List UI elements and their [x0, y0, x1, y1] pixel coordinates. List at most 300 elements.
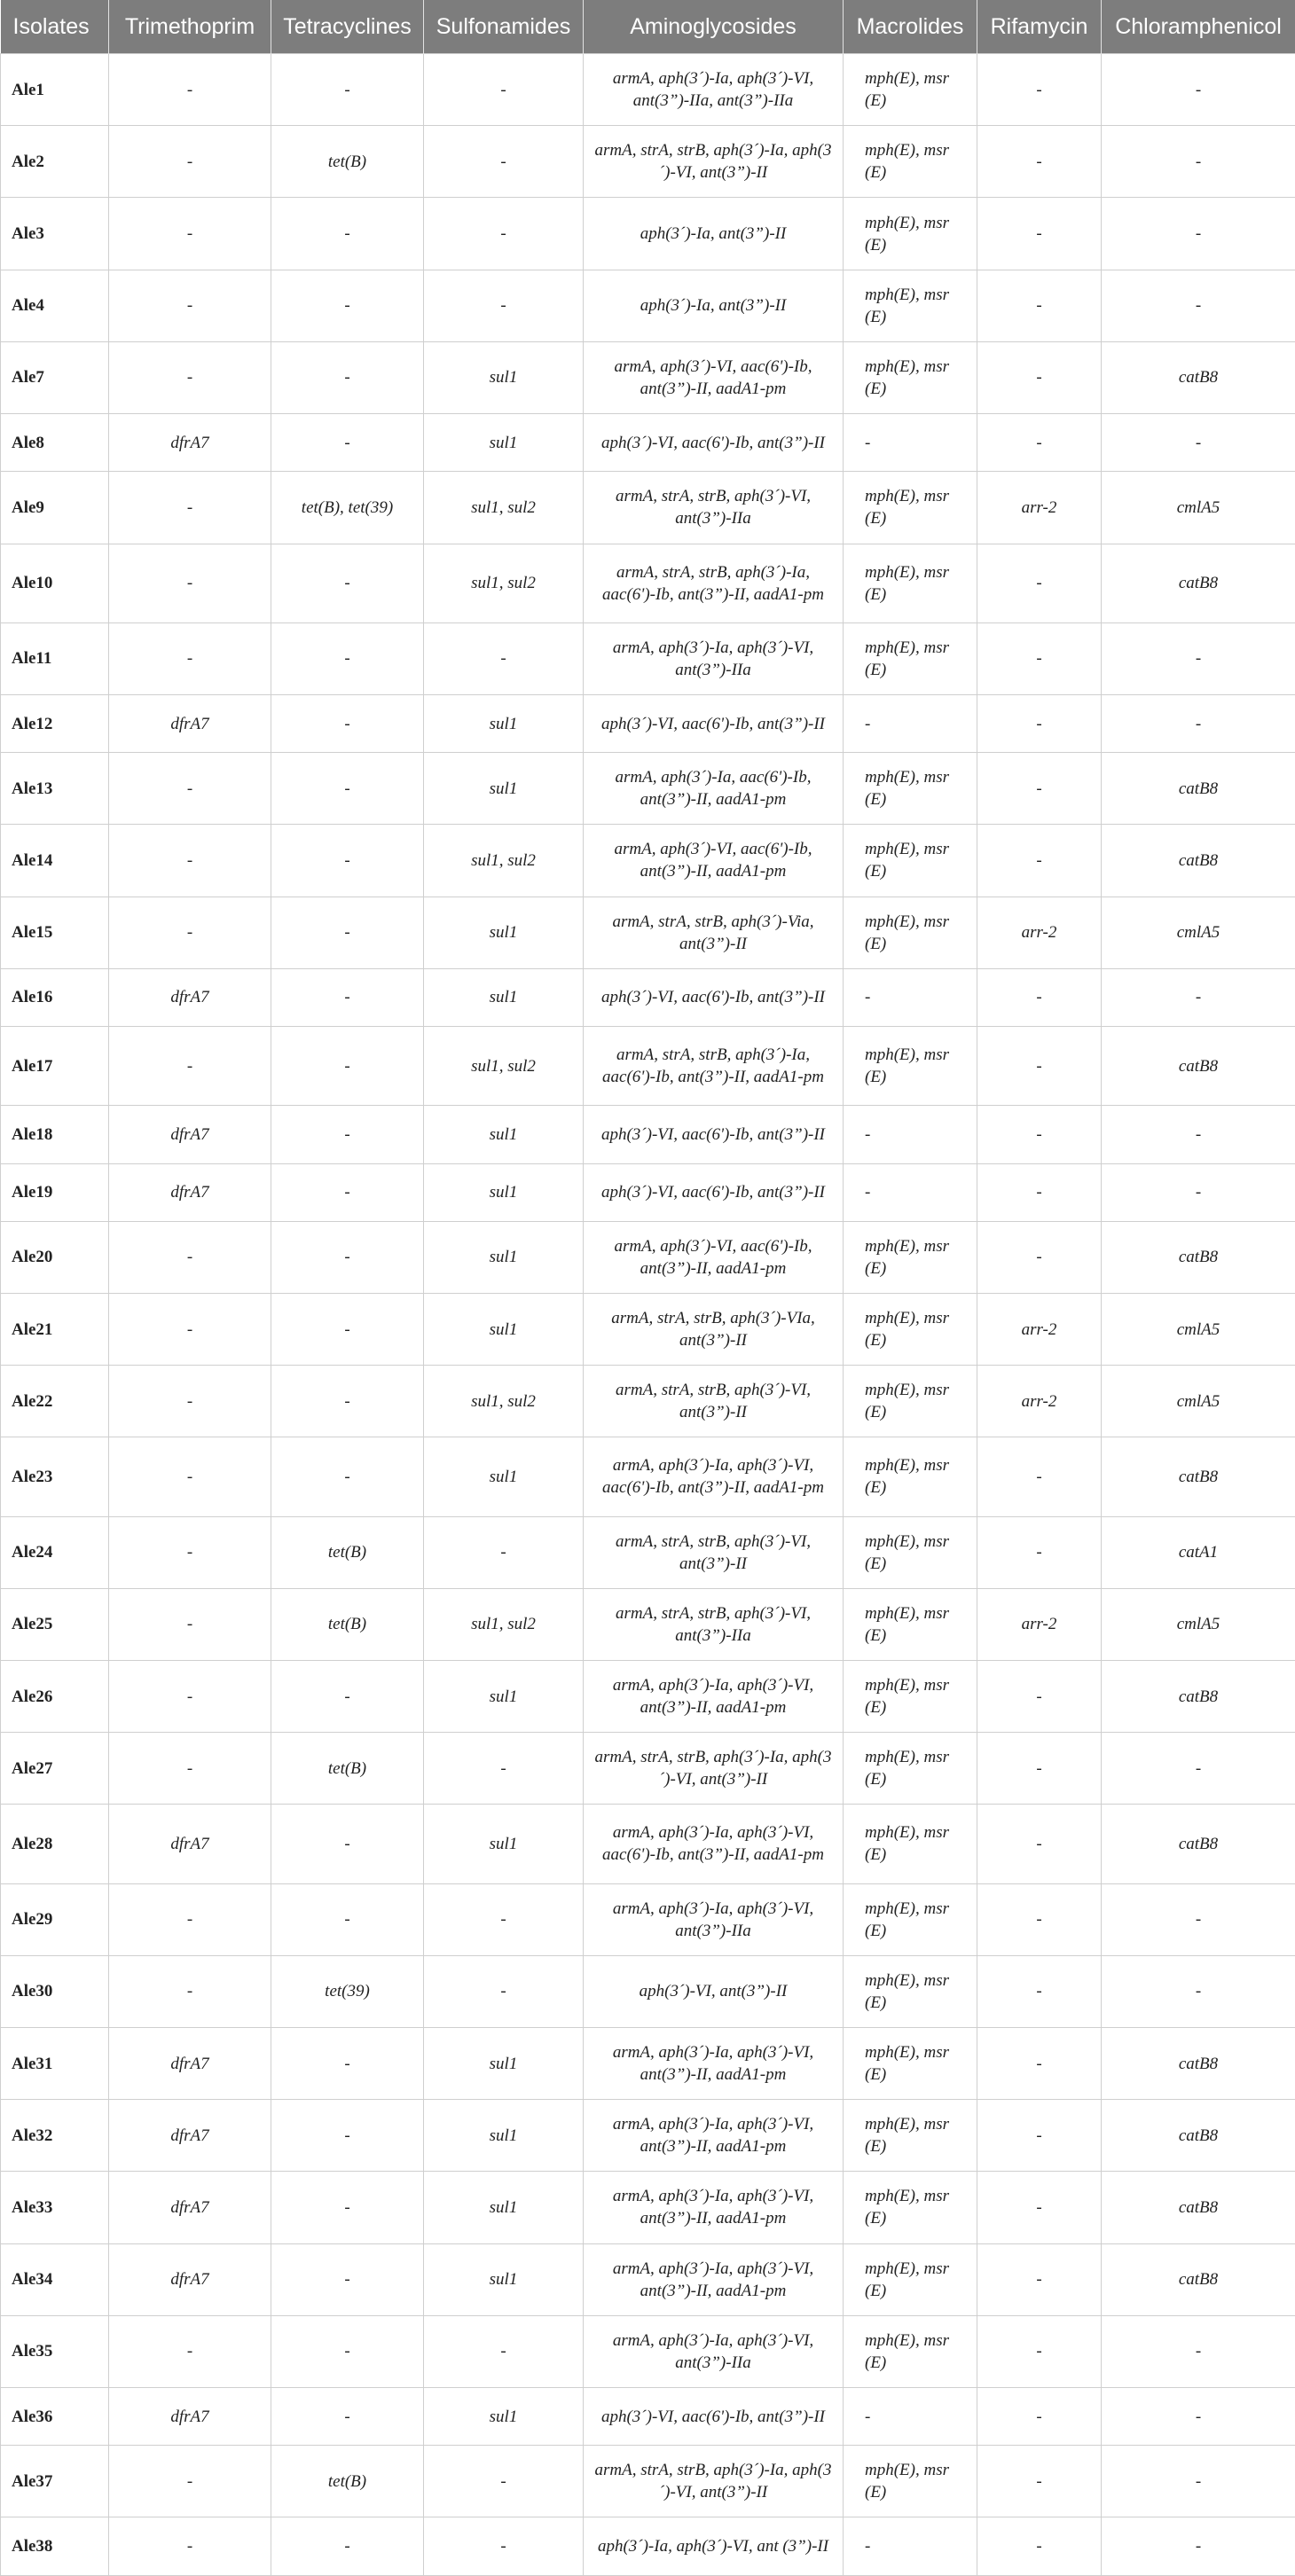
trimethoprim-cell: -: [109, 1027, 271, 1106]
sulfonamides-cell: -: [424, 1883, 584, 1955]
macrolides-cell: -: [844, 2517, 977, 2576]
header-trimethoprim: Trimethoprim: [109, 0, 271, 54]
table-row: [1, 2027, 1295, 2099]
rifamycin-cell: arr-2: [977, 1366, 1102, 1437]
aminoglycosides-cell: armA, aph(3´)-Ia, aph(3´)-VI, ant(3”)-II, aadA1-pm: [584, 2172, 844, 2243]
macrolides-cell: mph(E), msr (E): [844, 544, 977, 622]
rifamycin-cell: -: [977, 2387, 1102, 2445]
chloramphenicol-cell: -: [1102, 622, 1295, 694]
macrolides-cell: mph(E), msr (E): [844, 1293, 977, 1365]
trimethoprim-cell: -: [109, 1366, 271, 1437]
chloramphenicol-cell: -: [1102, 1955, 1295, 2027]
header-sulfonamides: Sulfonamides: [424, 0, 584, 54]
isolate-cell: Ale1: [1, 54, 109, 126]
macrolides-cell: mph(E), msr (E): [844, 1805, 977, 1883]
sulfonamides-cell: sul1: [424, 1437, 584, 1516]
tetracyclines-cell: -: [271, 1027, 424, 1106]
aminoglycosides-cell: aph(3´)-Ia, aph(3´)-VI, ant (3”)-II: [584, 2517, 844, 2576]
tetracyclines-cell: tet(B): [271, 1733, 424, 1805]
chloramphenicol-cell: -: [1102, 1733, 1295, 1805]
isolate-cell: Ale18: [1, 1106, 109, 1163]
chloramphenicol-cell: -: [1102, 126, 1295, 198]
table-row: [1, 897, 1295, 968]
tetracyclines-cell: tet(39): [271, 1955, 424, 2027]
macrolides-cell: mph(E), msr (E): [844, 2172, 977, 2243]
table-row: [1, 270, 1295, 341]
rifamycin-cell: -: [977, 694, 1102, 752]
chloramphenicol-cell: cmlA5: [1102, 1293, 1295, 1365]
sulfonamides-cell: sul1: [424, 753, 584, 825]
isolate-cell: Ale27: [1, 1733, 109, 1805]
isolate-cell: Ale8: [1, 414, 109, 472]
sulfonamides-cell: sul1: [424, 2387, 584, 2445]
macrolides-cell: mph(E), msr (E): [844, 2027, 977, 2099]
isolate-cell: Ale31: [1, 2027, 109, 2099]
sulfonamides-cell: sul1: [424, 1293, 584, 1365]
trimethoprim-cell: -: [109, 1955, 271, 2027]
aminoglycosides-cell: armA, strA, strB, aph(3´)-Ia, aac(6')-Ib, ant(3”)-II, aadA1-pm: [584, 1027, 844, 1106]
macrolides-cell: mph(E), msr (E): [844, 1221, 977, 1293]
sulfonamides-cell: -: [424, 1733, 584, 1805]
sulfonamides-cell: sul1: [424, 694, 584, 752]
sulfonamides-cell: sul1: [424, 2243, 584, 2315]
sulfonamides-cell: -: [424, 126, 584, 198]
header-chloramphenicol: Chloramphenicol: [1102, 0, 1295, 54]
isolate-cell: Ale17: [1, 1027, 109, 1106]
isolate-cell: Ale26: [1, 1660, 109, 1732]
sulfonamides-cell: sul1: [424, 414, 584, 472]
table-row: [1, 753, 1295, 825]
header-isolates: Isolates: [1, 0, 109, 54]
chloramphenicol-cell: catB8: [1102, 1805, 1295, 1883]
macrolides-cell: mph(E), msr (E): [844, 54, 977, 126]
chloramphenicol-cell: catB8: [1102, 1437, 1295, 1516]
chloramphenicol-cell: cmlA5: [1102, 897, 1295, 968]
chloramphenicol-cell: -: [1102, 54, 1295, 126]
aminoglycosides-cell: armA, aph(3´)-Ia, aph(3´)-VI, aac(6')-Ib, ant(3”)-II, aadA1-pm: [584, 1437, 844, 1516]
table-row: [1, 54, 1295, 126]
trimethoprim-cell: dfrA7: [109, 2387, 271, 2445]
isolate-cell: Ale14: [1, 825, 109, 897]
sulfonamides-cell: sul1: [424, 2172, 584, 2243]
sulfonamides-cell: -: [424, 2517, 584, 2576]
macrolides-cell: mph(E), msr (E): [844, 1588, 977, 1660]
isolate-cell: Ale36: [1, 2387, 109, 2445]
tetracyclines-cell: -: [271, 270, 424, 341]
sulfonamides-cell: sul1: [424, 1106, 584, 1163]
isolate-cell: Ale34: [1, 2243, 109, 2315]
chloramphenicol-cell: -: [1102, 2387, 1295, 2445]
rifamycin-cell: -: [977, 1437, 1102, 1516]
rifamycin-cell: -: [977, 2100, 1102, 2172]
rifamycin-cell: -: [977, 2315, 1102, 2387]
trimethoprim-cell: -: [109, 1733, 271, 1805]
macrolides-cell: mph(E), msr (E): [844, 198, 977, 270]
header-tetracyclines: Tetracyclines: [271, 0, 424, 54]
tetracyclines-cell: -: [271, 1805, 424, 1883]
sulfonamides-cell: sul1, sul2: [424, 472, 584, 544]
macrolides-cell: mph(E), msr (E): [844, 2243, 977, 2315]
chloramphenicol-cell: catB8: [1102, 2172, 1295, 2243]
sulfonamides-cell: -: [424, 1516, 584, 1588]
tetracyclines-cell: -: [271, 1106, 424, 1163]
tetracyclines-cell: -: [271, 1163, 424, 1221]
tetracyclines-cell: -: [271, 2027, 424, 2099]
rifamycin-cell: -: [977, 968, 1102, 1026]
rifamycin-cell: -: [977, 544, 1102, 622]
rifamycin-cell: -: [977, 270, 1102, 341]
macrolides-cell: mph(E), msr (E): [844, 897, 977, 968]
macrolides-cell: mph(E), msr (E): [844, 126, 977, 198]
isolate-cell: Ale9: [1, 472, 109, 544]
aminoglycosides-cell: armA, strA, strB, aph(3´)-Ia, aph(3´)-VI, ant(3”)-II: [584, 2446, 844, 2517]
trimethoprim-cell: -: [109, 1437, 271, 1516]
macrolides-cell: mph(E), msr (E): [844, 270, 977, 341]
rifamycin-cell: -: [977, 1660, 1102, 1732]
trimethoprim-cell: -: [109, 1221, 271, 1293]
tetracyclines-cell: -: [271, 1660, 424, 1732]
tetracyclines-cell: -: [271, 198, 424, 270]
macrolides-cell: -: [844, 1163, 977, 1221]
macrolides-cell: mph(E), msr (E): [844, 2315, 977, 2387]
trimethoprim-cell: dfrA7: [109, 414, 271, 472]
isolate-cell: Ale4: [1, 270, 109, 341]
sulfonamides-cell: -: [424, 270, 584, 341]
trimethoprim-cell: -: [109, 753, 271, 825]
trimethoprim-cell: -: [109, 1660, 271, 1732]
rifamycin-cell: -: [977, 2446, 1102, 2517]
rifamycin-cell: -: [977, 1883, 1102, 1955]
isolate-cell: Ale11: [1, 622, 109, 694]
rifamycin-cell: -: [977, 54, 1102, 126]
sulfonamides-cell: -: [424, 1955, 584, 2027]
table-row: [1, 2517, 1295, 2576]
sulfonamides-cell: sul1, sul2: [424, 1027, 584, 1106]
isolate-cell: Ale38: [1, 2517, 109, 2576]
header-aminoglycosides: Aminoglycosides: [584, 0, 844, 54]
sulfonamides-cell: sul1, sul2: [424, 1588, 584, 1660]
rifamycin-cell: -: [977, 1221, 1102, 1293]
rifamycin-cell: -: [977, 1805, 1102, 1883]
macrolides-cell: mph(E), msr (E): [844, 753, 977, 825]
sulfonamides-cell: -: [424, 2315, 584, 2387]
rifamycin-cell: -: [977, 622, 1102, 694]
table-row: [1, 1588, 1295, 1660]
sulfonamides-cell: -: [424, 54, 584, 126]
rifamycin-cell: -: [977, 753, 1102, 825]
trimethoprim-cell: -: [109, 198, 271, 270]
chloramphenicol-cell: catB8: [1102, 1221, 1295, 1293]
tetracyclines-cell: -: [271, 1883, 424, 1955]
chloramphenicol-cell: cmlA5: [1102, 472, 1295, 544]
sulfonamides-cell: sul1: [424, 1660, 584, 1732]
chloramphenicol-cell: catB8: [1102, 544, 1295, 622]
aminoglycosides-cell: armA, strA, strB, aph(3´)-Ia, aph(3´)-VI, ant(3”)-II: [584, 1733, 844, 1805]
tetracyclines-cell: tet(B): [271, 2446, 424, 2517]
macrolides-cell: -: [844, 1106, 977, 1163]
aminoglycosides-cell: armA, aph(3´)-VI, aac(6')-Ib, ant(3”)-II, aadA1-pm: [584, 825, 844, 897]
rifamycin-cell: arr-2: [977, 1293, 1102, 1365]
table-row: [1, 1883, 1295, 1955]
macrolides-cell: mph(E), msr (E): [844, 1955, 977, 2027]
aminoglycosides-cell: aph(3´)-Ia, ant(3”)-II: [584, 198, 844, 270]
tetracyclines-cell: -: [271, 2517, 424, 2576]
table-row: [1, 622, 1295, 694]
trimethoprim-cell: -: [109, 341, 271, 413]
aminoglycosides-cell: armA, aph(3´)-VI, aac(6')-Ib, ant(3”)-II, aadA1-pm: [584, 341, 844, 413]
chloramphenicol-cell: catB8: [1102, 2100, 1295, 2172]
aminoglycosides-cell: armA, strA, strB, aph(3´)-Ia, aac(6')-Ib, ant(3”)-II, aadA1-pm: [584, 544, 844, 622]
trimethoprim-cell: -: [109, 825, 271, 897]
table-row: [1, 2100, 1295, 2172]
isolate-cell: Ale3: [1, 198, 109, 270]
aminoglycosides-cell: aph(3´)-VI, aac(6')-Ib, ant(3”)-II: [584, 2387, 844, 2445]
chloramphenicol-cell: catB8: [1102, 753, 1295, 825]
tetracyclines-cell: -: [271, 2100, 424, 2172]
sulfonamides-cell: -: [424, 198, 584, 270]
trimethoprim-cell: -: [109, 622, 271, 694]
table-row: [1, 2387, 1295, 2445]
aminoglycosides-cell: armA, strA, strB, aph(3´)-VI, ant(3”)-IIa: [584, 1588, 844, 1660]
rifamycin-cell: -: [977, 1106, 1102, 1163]
table-row: [1, 1955, 1295, 2027]
table-row: [1, 1027, 1295, 1106]
macrolides-cell: mph(E), msr (E): [844, 622, 977, 694]
tetracyclines-cell: tet(B), tet(39): [271, 472, 424, 544]
table-row: [1, 2446, 1295, 2517]
isolate-cell: Ale15: [1, 897, 109, 968]
rifamycin-cell: -: [977, 126, 1102, 198]
tetracyclines-cell: -: [271, 825, 424, 897]
header-rifamycin: Rifamycin: [977, 0, 1102, 54]
isolate-cell: Ale25: [1, 1588, 109, 1660]
trimethoprim-cell: -: [109, 544, 271, 622]
rifamycin-cell: -: [977, 341, 1102, 413]
rifamycin-cell: -: [977, 1516, 1102, 1588]
table-row: [1, 968, 1295, 1026]
rifamycin-cell: -: [977, 825, 1102, 897]
chloramphenicol-cell: -: [1102, 1106, 1295, 1163]
aminoglycosides-cell: armA, aph(3´)-Ia, aph(3´)-VI, ant(3”)-IIa: [584, 2315, 844, 2387]
tetracyclines-cell: -: [271, 753, 424, 825]
trimethoprim-cell: -: [109, 1883, 271, 1955]
trimethoprim-cell: dfrA7: [109, 1805, 271, 1883]
chloramphenicol-cell: cmlA5: [1102, 1588, 1295, 1660]
trimethoprim-cell: dfrA7: [109, 968, 271, 1026]
tetracyclines-cell: tet(B): [271, 1588, 424, 1660]
trimethoprim-cell: -: [109, 472, 271, 544]
chloramphenicol-cell: catB8: [1102, 2027, 1295, 2099]
macrolides-cell: mph(E), msr (E): [844, 472, 977, 544]
macrolides-cell: mph(E), msr (E): [844, 341, 977, 413]
header-row: [1, 0, 1295, 54]
table-row: [1, 1106, 1295, 1163]
table-row: [1, 2243, 1295, 2315]
table-row: [1, 544, 1295, 622]
isolate-cell: Ale20: [1, 1221, 109, 1293]
tetracyclines-cell: -: [271, 2243, 424, 2315]
trimethoprim-cell: -: [109, 126, 271, 198]
chloramphenicol-cell: catA1: [1102, 1516, 1295, 1588]
chloramphenicol-cell: -: [1102, 968, 1295, 1026]
chloramphenicol-cell: catB8: [1102, 2243, 1295, 2315]
macrolides-cell: mph(E), msr (E): [844, 825, 977, 897]
trimethoprim-cell: dfrA7: [109, 2172, 271, 2243]
rifamycin-cell: -: [977, 1163, 1102, 1221]
table-body: [1, 54, 1295, 2576]
isolate-cell: Ale7: [1, 341, 109, 413]
table-row: [1, 1516, 1295, 1588]
tetracyclines-cell: -: [271, 622, 424, 694]
sulfonamides-cell: sul1: [424, 897, 584, 968]
aminoglycosides-cell: armA, aph(3´)-Ia, aac(6')-Ib, ant(3”)-II, aadA1-pm: [584, 753, 844, 825]
table-row: [1, 825, 1295, 897]
isolate-cell: Ale24: [1, 1516, 109, 1588]
aminoglycosides-cell: aph(3´)-VI, aac(6')-Ib, ant(3”)-II: [584, 694, 844, 752]
aminoglycosides-cell: armA, strA, strB, aph(3´)-Via, ant(3”)-II: [584, 897, 844, 968]
tetracyclines-cell: -: [271, 54, 424, 126]
table-row: [1, 1660, 1295, 1732]
table-row: [1, 1163, 1295, 1221]
macrolides-cell: mph(E), msr (E): [844, 1437, 977, 1516]
header-macrolides: Macrolides: [844, 0, 977, 54]
table-row: [1, 1733, 1295, 1805]
tetracyclines-cell: -: [271, 1366, 424, 1437]
sulfonamides-cell: sul1: [424, 1805, 584, 1883]
aminoglycosides-cell: armA, aph(3´)-VI, aac(6')-Ib, ant(3”)-II, aadA1-pm: [584, 1221, 844, 1293]
aminoglycosides-cell: armA, strA, strB, aph(3´)-Ia, aph(3´)-VI, ant(3”)-II: [584, 126, 844, 198]
macrolides-cell: mph(E), msr (E): [844, 1733, 977, 1805]
isolate-cell: Ale33: [1, 2172, 109, 2243]
isolate-cell: Ale10: [1, 544, 109, 622]
isolate-cell: Ale32: [1, 2100, 109, 2172]
tetracyclines-cell: -: [271, 968, 424, 1026]
chloramphenicol-cell: cmlA5: [1102, 1366, 1295, 1437]
trimethoprim-cell: -: [109, 1516, 271, 1588]
table-row: [1, 1293, 1295, 1365]
tetracyclines-cell: -: [271, 897, 424, 968]
trimethoprim-cell: -: [109, 1588, 271, 1660]
aminoglycosides-cell: armA, aph(3´)-Ia, aph(3´)-VI, ant(3”)-II, aadA1-pm: [584, 2100, 844, 2172]
isolate-cell: Ale29: [1, 1883, 109, 1955]
rifamycin-cell: -: [977, 2027, 1102, 2099]
table-row: [1, 1221, 1295, 1293]
chloramphenicol-cell: catB8: [1102, 1660, 1295, 1732]
trimethoprim-cell: -: [109, 1293, 271, 1365]
aminoglycosides-cell: armA, aph(3´)-Ia, aph(3´)-VI, ant(3”)-IIa: [584, 1883, 844, 1955]
isolate-cell: Ale21: [1, 1293, 109, 1365]
chloramphenicol-cell: catB8: [1102, 825, 1295, 897]
tetracyclines-cell: tet(B): [271, 1516, 424, 1588]
table-row: [1, 1805, 1295, 1883]
trimethoprim-cell: -: [109, 2517, 271, 2576]
trimethoprim-cell: dfrA7: [109, 2100, 271, 2172]
aminoglycosides-cell: aph(3´)-VI, aac(6')-Ib, ant(3”)-II: [584, 968, 844, 1026]
macrolides-cell: mph(E), msr (E): [844, 2446, 977, 2517]
tetracyclines-cell: -: [271, 2315, 424, 2387]
rifamycin-cell: -: [977, 414, 1102, 472]
tetracyclines-cell: -: [271, 414, 424, 472]
trimethoprim-cell: dfrA7: [109, 2027, 271, 2099]
chloramphenicol-cell: -: [1102, 2446, 1295, 2517]
sulfonamides-cell: sul1, sul2: [424, 825, 584, 897]
tetracyclines-cell: -: [271, 544, 424, 622]
aminoglycosides-cell: armA, strA, strB, aph(3´)-VI, ant(3”)-II: [584, 1366, 844, 1437]
table-row: [1, 126, 1295, 198]
trimethoprim-cell: -: [109, 2315, 271, 2387]
aminoglycosides-cell: armA, aph(3´)-Ia, aph(3´)-VI, aac(6')-Ib, ant(3”)-II, aadA1-pm: [584, 1805, 844, 1883]
rifamycin-cell: -: [977, 198, 1102, 270]
rifamycin-cell: -: [977, 1027, 1102, 1106]
chloramphenicol-cell: -: [1102, 414, 1295, 472]
macrolides-cell: mph(E), msr (E): [844, 1516, 977, 1588]
isolate-cell: Ale19: [1, 1163, 109, 1221]
macrolides-cell: mph(E), msr (E): [844, 1883, 977, 1955]
trimethoprim-cell: dfrA7: [109, 694, 271, 752]
rifamycin-cell: -: [977, 2243, 1102, 2315]
sulfonamides-cell: sul1: [424, 1163, 584, 1221]
macrolides-cell: -: [844, 968, 977, 1026]
chloramphenicol-cell: -: [1102, 694, 1295, 752]
tetracyclines-cell: -: [271, 1293, 424, 1365]
isolate-cell: Ale2: [1, 126, 109, 198]
sulfonamides-cell: -: [424, 2446, 584, 2517]
table-row: [1, 472, 1295, 544]
tetracyclines-cell: tet(B): [271, 126, 424, 198]
sulfonamides-cell: -: [424, 622, 584, 694]
table-row: [1, 414, 1295, 472]
trimethoprim-cell: dfrA7: [109, 1106, 271, 1163]
macrolides-cell: mph(E), msr (E): [844, 2100, 977, 2172]
tetracyclines-cell: -: [271, 341, 424, 413]
isolate-cell: Ale16: [1, 968, 109, 1026]
sulfonamides-cell: sul1, sul2: [424, 544, 584, 622]
rifamycin-cell: arr-2: [977, 897, 1102, 968]
trimethoprim-cell: dfrA7: [109, 1163, 271, 1221]
chloramphenicol-cell: -: [1102, 2315, 1295, 2387]
chloramphenicol-cell: catB8: [1102, 1027, 1295, 1106]
sulfonamides-cell: sul1: [424, 2100, 584, 2172]
chloramphenicol-cell: catB8: [1102, 341, 1295, 413]
isolate-cell: Ale23: [1, 1437, 109, 1516]
rifamycin-cell: arr-2: [977, 472, 1102, 544]
macrolides-cell: -: [844, 2387, 977, 2445]
chloramphenicol-cell: -: [1102, 1163, 1295, 1221]
macrolides-cell: mph(E), msr (E): [844, 1027, 977, 1106]
rifamycin-cell: -: [977, 1733, 1102, 1805]
trimethoprim-cell: -: [109, 897, 271, 968]
tetracyclines-cell: -: [271, 2172, 424, 2243]
macrolides-cell: mph(E), msr (E): [844, 1366, 977, 1437]
tetracyclines-cell: -: [271, 2387, 424, 2445]
sulfonamides-cell: sul1: [424, 968, 584, 1026]
isolate-cell: Ale28: [1, 1805, 109, 1883]
table-row: [1, 1366, 1295, 1437]
rifamycin-cell: -: [977, 1955, 1102, 2027]
chloramphenicol-cell: -: [1102, 270, 1295, 341]
isolate-cell: Ale35: [1, 2315, 109, 2387]
sulfonamides-cell: sul1: [424, 2027, 584, 2099]
isolate-cell: Ale22: [1, 1366, 109, 1437]
trimethoprim-cell: -: [109, 2446, 271, 2517]
aminoglycosides-cell: armA, aph(3´)-Ia, aph(3´)-VI, ant(3”)-II, aadA1-pm: [584, 1660, 844, 1732]
chloramphenicol-cell: -: [1102, 198, 1295, 270]
table-row: [1, 1437, 1295, 1516]
rifamycin-cell: -: [977, 2172, 1102, 2243]
aminoglycosides-cell: aph(3´)-VI, ant(3”)-II: [584, 1955, 844, 2027]
isolate-cell: Ale30: [1, 1955, 109, 2027]
table-row: [1, 2172, 1295, 2243]
